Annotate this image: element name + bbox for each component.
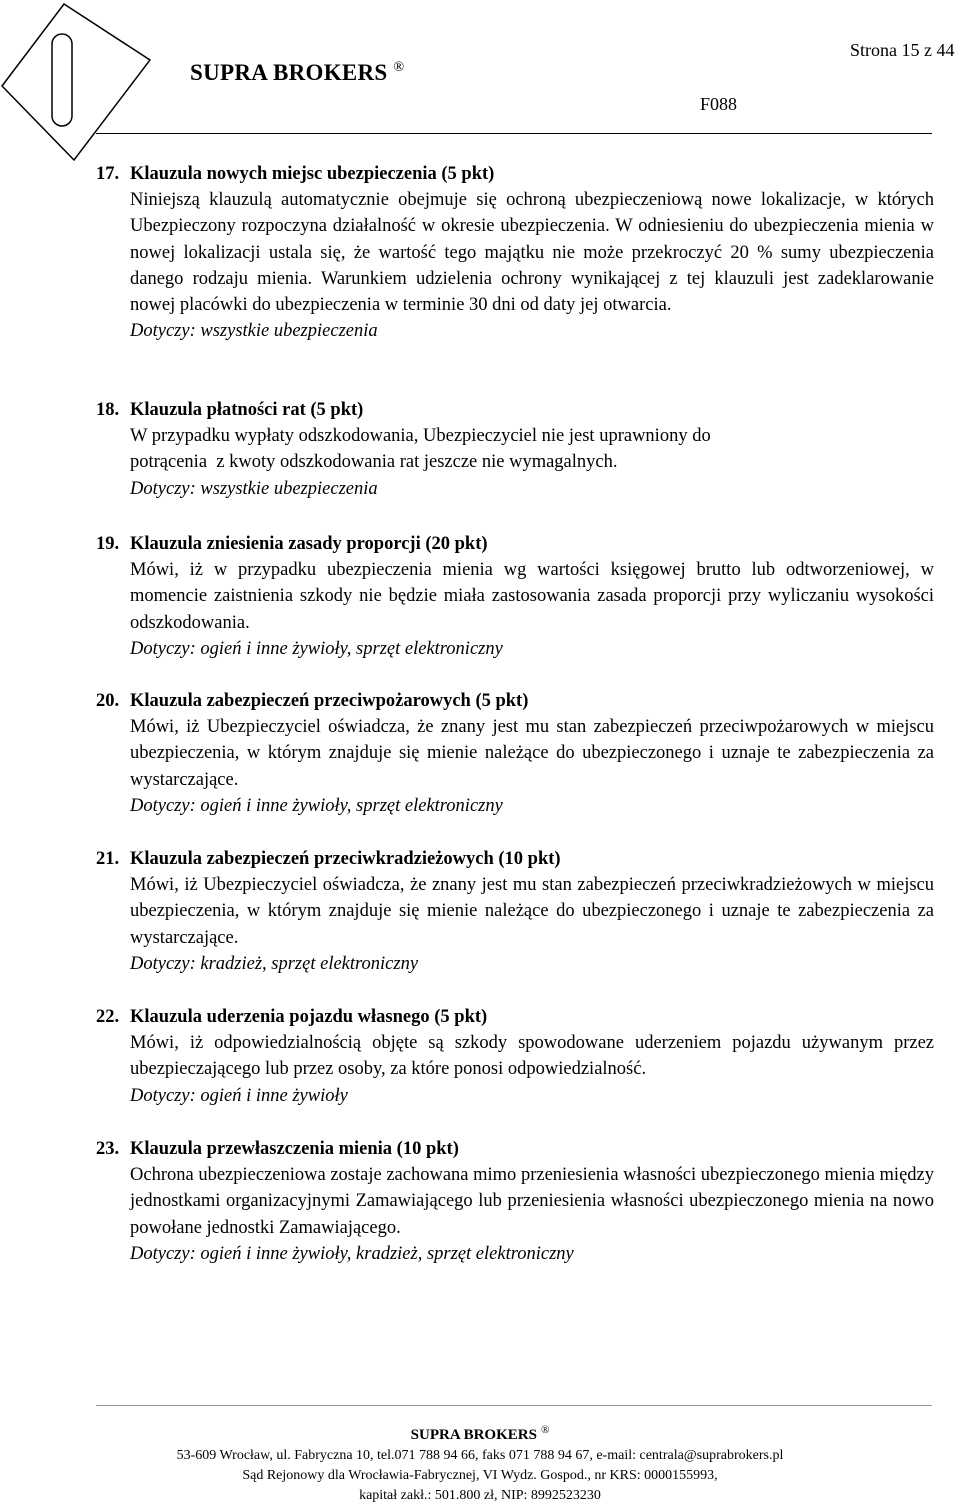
clause-18 [96,397,934,502]
clause-applies: Dotyczy: kradzież, sprzęt elektroniczny [130,953,419,974]
clause-heading: 18. Klauzula płatności rat (5 pkt) [96,400,364,420]
clause-heading: 19. Klauzula zniesienia zasady proporcji (20 pkt) [96,534,488,554]
clause-body: Mówi, iż Ubezpieczyciel oświadcza, że znany jest mu stan zabezpieczeń przeciwpożarowych w miejscu ubezpieczenia, w którym znajduje się mienie należące do ubezpieczonego i uznaje te zabezpieczenia za wystarczające. [130,717,934,790]
clause-body: Niniejszą klauzulą automatycznie obejmuje się ochroną ubezpieczeniową nowe lokalizacje, w których Ubezpieczony rozpoczyna działalność w okresie ubezpieczenia. W odniesieniu do ubezpieczenia mienia w nowej lokalizacji ustala się, że wartość tego majątku nie może przekroczyć 20 % sumy ubezpieczenia danego rodzaju mienia. Warunkiem udzielenia ochrony wynikającej z tej klauzuli jest zadeklarowanie nowej placówki do ubezpieczenia w terminie 30 dni od daty jej otwarcia. [130,190,934,316]
form-code: F088 [700,94,738,114]
clause-applies: Dotyczy: ogień i inne żywioły, sprzęt elektroniczny [130,795,503,816]
header-brand: SUPRA BROKERS ® [190,60,405,85]
footer-address: 53-609 Wrocław, ul. Fabryczna 10, tel.071 788 94 66, faks 071 788 94 67, e-mail: centrala@suprabrokers.pl [176,1448,784,1463]
clause-19 [96,531,934,662]
clause-20 [96,688,934,819]
footer-brand: SUPRA BROKERS ® [410,1424,550,1443]
clause-22 [96,1004,934,1109]
clause-heading: 22. Klauzula uderzenia pojazdu własnego (5 pkt) [96,1007,488,1027]
clause-body-line: W przypadku wypłaty odszkodowania, Ubezpieczyciel nie jest uprawniony do [130,426,711,447]
clause-21 [96,846,934,977]
clause-body-line: potrącenia z kwoty odszkodowania rat jeszcze nie wymagalnych. [130,452,618,473]
clause-applies: Dotyczy: ogień i inne żywioły, sprzęt elektroniczny [130,638,503,659]
clause-body: Mówi, iż Ubezpieczyciel oświadcza, że znany jest mu stan zabezpieczeń przeciwkradzieżowych w miejscu ubezpieczenia, w którym znajduje się mienie należące do ubezpieczonego i uznaje te zabezpieczenia za wystarczające. [130,875,934,948]
company-logo [0,0,160,165]
footer-divider [96,1405,932,1406]
clause-heading: 23. Klauzula przewłaszczenia mienia (10 pkt) [96,1139,459,1159]
clause-applies: Dotyczy: wszystkie ubezpieczenia [130,478,378,499]
clause-body: Mówi, iż odpowiedzialnością objęte są szkody spowodowane uderzeniem pojazdu używanym przez ubezpieczającego lub przez osoby, za które ponosi odpowiedzialność. [130,1033,934,1080]
footer-court-registration: Sąd Rejonowy dla Wrocławia-Fabrycznej, VI Wydz. Gospod., nr KRS: 0000155993, [242,1468,718,1483]
footer-capital: kapitał zakł.: 501.800 zł, NIP: 8992523230 [359,1488,601,1503]
clause-applies: Dotyczy: ogień i inne żywioły [130,1085,348,1106]
page-number: Strona 15 z 44 [850,40,955,60]
clause-23 [96,1136,934,1267]
clause-applies: Dotyczy: ogień i inne żywioły, kradzież, sprzęt elektroniczny [130,1243,574,1264]
header-divider [96,133,932,134]
clause-body: Mówi, iż w przypadku ubezpieczenia mienia wg wartości księgowej brutto lub odtworzeniowej, w momencie zaistnienia szkody nie będzie miała zastosowania zasada proporcji przy wyliczaniu wysokości odszkodowania. [130,560,934,633]
clause-body: Ochrona ubezpieczeniowa zostaje zachowana mimo przeniesienia własności ubezpieczonego mienia między jednostkami organizacyjnymi Zamawiającego lub przeniesienia własności ubezpieczonego mienia na nowo powołane jednostki Zamawiającego. [130,1165,934,1238]
clause-17 [96,161,934,344]
clause-heading: 17. Klauzula nowych miejsc ubezpieczenia (5 pkt) [96,164,495,184]
clause-heading: 20. Klauzula zabezpieczeń przeciwpożarowych (5 pkt) [96,691,529,711]
clause-heading: 21. Klauzula zabezpieczeń przeciwkradzieżowych (10 pkt) [96,849,561,869]
clause-applies: Dotyczy: wszystkie ubezpieczenia [130,321,378,342]
